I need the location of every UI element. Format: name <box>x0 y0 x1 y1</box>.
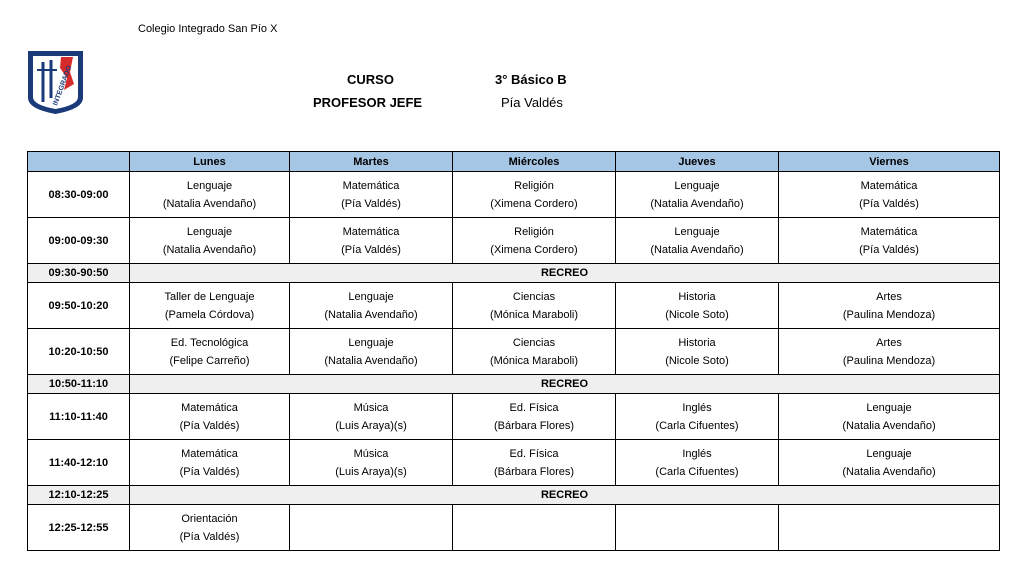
subject-name: Inglés <box>682 401 712 414</box>
class-cell <box>130 394 290 440</box>
lesson-row <box>28 172 1000 218</box>
day-header-lunes: Lunes <box>130 152 290 172</box>
class-cell <box>453 283 616 329</box>
class-cell <box>616 172 779 218</box>
class-cell <box>130 218 290 264</box>
recess-label: RECREO <box>130 486 1000 505</box>
class-cell <box>616 505 779 551</box>
subject-name: Artes <box>876 336 902 349</box>
teacher-name: (Mónica Maraboli) <box>489 354 579 367</box>
teacher-name: (Natalia Avendaño) <box>162 243 257 256</box>
teacher-name: (Carla Cifuentes) <box>655 465 739 478</box>
class-cell <box>779 394 1000 440</box>
teacher-name: (Pía Valdés) <box>179 419 240 432</box>
teacher-name: (Natalia Avendaño) <box>324 354 418 367</box>
time-slot: 09:00-09:30 <box>28 218 130 264</box>
recess-label: RECREO <box>130 375 1000 394</box>
teacher-name: (Pía Valdés) <box>859 197 919 210</box>
subject-name: Orientación <box>181 512 238 525</box>
class-cell <box>130 283 290 329</box>
class-cell <box>779 440 1000 486</box>
recess-row <box>28 486 1000 505</box>
day-header-viernes: Viernes <box>779 152 1000 172</box>
class-cell <box>779 172 1000 218</box>
teacher-name: (Pía Valdés) <box>341 243 401 256</box>
day-header-martes: Martes <box>290 152 453 172</box>
recess-row <box>28 375 1000 394</box>
subject-name: Lenguaje <box>866 401 912 414</box>
class-cell <box>290 394 453 440</box>
class-cell <box>130 329 290 375</box>
subject-name: Música <box>353 447 389 460</box>
teacher-label: PROFESOR JEFE <box>313 95 423 110</box>
class-cell <box>453 440 616 486</box>
school-logo <box>27 50 84 115</box>
recess-label: RECREO <box>130 264 1000 283</box>
subject-name: Ed. Física <box>509 447 559 460</box>
day-header-row <box>28 152 1000 172</box>
class-cell <box>290 218 453 264</box>
teacher-name: (Natalia Avendaño) <box>842 465 936 478</box>
corner-header <box>28 152 130 172</box>
teacher-name: (Ximena Cordero) <box>490 197 578 210</box>
teacher-name: (Ximena Cordero) <box>490 243 578 256</box>
class-cell <box>616 394 779 440</box>
recess-row <box>28 264 1000 283</box>
teacher-name: (Natalia Avendaño) <box>650 243 744 256</box>
time-slot: 09:30-90:50 <box>28 264 130 283</box>
subject-name: Ciencias <box>512 336 556 349</box>
time-slot: 08:30-09:00 <box>28 172 130 218</box>
class-cell <box>779 283 1000 329</box>
time-slot: 12:10-12:25 <box>28 486 130 505</box>
subject-name: Artes <box>876 290 902 303</box>
schedule-table <box>27 151 1000 551</box>
subject-name: Lenguaje <box>674 225 720 238</box>
time-slot: 11:10-11:40 <box>28 394 130 440</box>
class-cell <box>290 283 453 329</box>
lesson-row <box>28 283 1000 329</box>
subject-name: Ed. Física <box>509 401 559 414</box>
teacher-name: (Felipe Carreño) <box>169 354 250 367</box>
teacher-name: (Paulina Mendoza) <box>842 308 936 321</box>
teacher-name: (Luis Araya)(s) <box>335 465 407 478</box>
class-cell <box>290 172 453 218</box>
class-cell <box>453 505 616 551</box>
school-name: Colegio Integrado San Pío X <box>138 23 278 35</box>
teacher-name: (Nicole Soto) <box>665 308 729 321</box>
class-cell <box>779 505 1000 551</box>
teacher-name: (Pía Valdés) <box>341 197 401 210</box>
day-header-jueves: Jueves <box>616 152 779 172</box>
subject-name: Ed. Tecnológica <box>170 336 249 349</box>
subject-name: Matemática <box>342 179 400 192</box>
subject-name: Ciencias <box>512 290 556 303</box>
lesson-row <box>28 440 1000 486</box>
teacher-name: (Natalia Avendaño) <box>842 419 936 432</box>
class-cell <box>130 505 290 551</box>
teacher-name: (Pía Valdés) <box>179 530 240 543</box>
teacher-name: (Luis Araya)(s) <box>335 419 407 432</box>
time-slot: 10:20-10:50 <box>28 329 130 375</box>
teacher-value: Pía Valdés <box>501 95 563 110</box>
course-value: 3° Básico B <box>495 72 567 87</box>
class-cell <box>453 394 616 440</box>
class-cell <box>779 329 1000 375</box>
teacher-name: (Pía Valdés) <box>179 465 240 478</box>
class-cell <box>290 505 453 551</box>
logo-text: INTEGRADO <box>52 64 74 107</box>
time-slot: 12:25-12:55 <box>28 505 130 551</box>
subject-name: Matemática <box>342 225 400 238</box>
subject-name: Música <box>353 401 389 414</box>
subject-name: Matemática <box>181 401 238 414</box>
class-cell <box>130 440 290 486</box>
teacher-name: (Carla Cifuentes) <box>655 419 739 432</box>
teacher-name: (Bárbara Flores) <box>493 419 575 432</box>
subject-name: Taller de Lenguaje <box>164 290 255 303</box>
subject-name: Lenguaje <box>866 447 912 460</box>
class-cell <box>616 218 779 264</box>
lesson-row <box>28 505 1000 551</box>
time-slot: 11:40-12:10 <box>28 440 130 486</box>
subject-name: Historia <box>678 336 716 349</box>
teacher-name: (Natalia Avendaño) <box>324 308 418 321</box>
subject-name: Lenguaje <box>348 336 394 349</box>
teacher-name: (Pía Valdés) <box>859 243 919 256</box>
lesson-row <box>28 218 1000 264</box>
time-slot: 09:50-10:20 <box>28 283 130 329</box>
lesson-row <box>28 394 1000 440</box>
teacher-name: (Natalia Avendaño) <box>650 197 744 210</box>
class-cell <box>616 283 779 329</box>
teacher-name: (Pamela Córdova) <box>164 308 255 321</box>
subject-name: Lenguaje <box>348 290 394 303</box>
teacher-name: (Natalia Avendaño) <box>162 197 257 210</box>
class-cell <box>616 440 779 486</box>
subject-name: Matemática <box>181 447 238 460</box>
class-cell <box>453 218 616 264</box>
subject-name: Religión <box>514 225 554 238</box>
lesson-row <box>28 329 1000 375</box>
class-cell <box>453 172 616 218</box>
class-cell <box>779 218 1000 264</box>
class-cell <box>130 172 290 218</box>
subject-name: Religión <box>514 179 554 192</box>
subject-name: Historia <box>678 290 716 303</box>
class-cell <box>290 440 453 486</box>
subject-name: Inglés <box>682 447 712 460</box>
subject-name: Matemática <box>860 225 918 238</box>
subject-name: Matemática <box>860 179 918 192</box>
class-cell <box>453 329 616 375</box>
time-slot: 10:50-11:10 <box>28 375 130 394</box>
teacher-name: (Nicole Soto) <box>665 354 729 367</box>
teacher-name: (Mónica Maraboli) <box>489 308 579 321</box>
course-label: CURSO <box>347 72 394 87</box>
subject-name: Lenguaje <box>186 225 233 238</box>
subject-name: Lenguaje <box>674 179 720 192</box>
day-header-miercoles: Miércoles <box>453 152 616 172</box>
teacher-name: (Bárbara Flores) <box>493 465 575 478</box>
subject-name: Lenguaje <box>186 179 233 192</box>
teacher-name: (Paulina Mendoza) <box>842 354 936 367</box>
class-cell <box>290 329 453 375</box>
class-cell <box>616 329 779 375</box>
